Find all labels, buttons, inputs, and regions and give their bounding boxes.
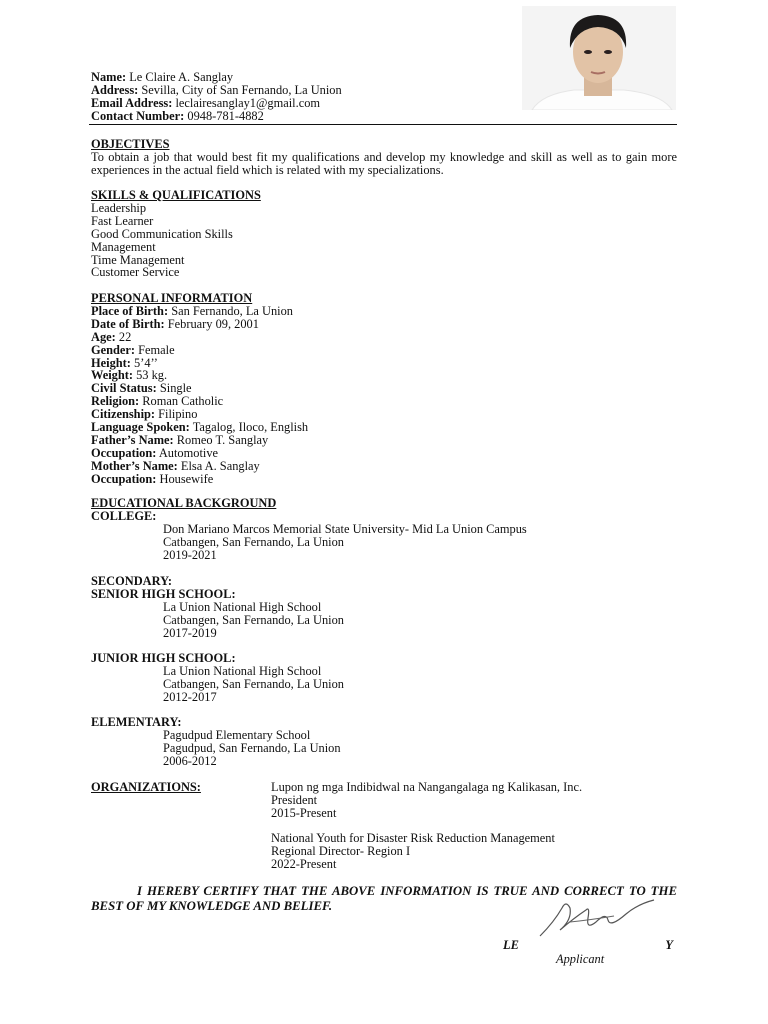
senior-years: 2017-2019 xyxy=(163,625,217,640)
personal-section xyxy=(91,292,677,486)
junior-label: JUNIOR HIGH SCHOOL: xyxy=(91,651,236,665)
resume-page: Name: Le Claire A. Sanglay Address: Sevilla, City of San Fernando, La Union Email Address: leclairesanglay1@gmail.com Contact Number: 0948-781-4882 OBJECTIVES To obtain a job that would best fit my qualifications and develop my knowledge and skill as well as to gain more experiences in the actual field which is related with my specializations. SKILLS & QUALIFICATIONS Leadership Fast Learner Good Communication Skills Management Time Management Customer Service PERSONAL INFORMATION Place of Birth: San Fernando, La Union Date of Birth: February 09, 2001 Age: 22 Gender: Female Height: 5’4’’ Weight: 53 kg. Civil Status: Single Religion: Roman Catholic Citizenship: Filipino Language Spoken: Tagalog, Iloco, English Father’s Name: Romeo T. Sanglay Occupation: Automotive Mother’s Name: Elsa A. Sanglay Occupation: Housewife EDUCATIONAL BACKGROUND COLLEGE: Don Mariano Marcos Memorial State University- Mid La Union Campus Catbangen, San Fernando, La Union 2019-2021 SECONDARY: SENIOR HIGH SCHOOL: La Union National High School Catbangen, San Fernando, La Union 2017-2019 JUNIOR HIGH SCHOOL: La Union National High School Catbangen, San Fernando, La Union 2012-2017 ELEMENTARY: Pagudpud Elementary School Pagudpud, San Fernando, La Union 2006-2012 ORGANIZATIONS: Lupon ng mga Indibidwal na Nangangalaga ng Kalikasan, Inc. President 2015-Present National Youth for Disaster Risk Reduction Management Regional Director- Region I 2022-Present I HEREBY CERTIFY THAT THE ABOVE INFORMATION IS TRUE AND CORRECT TO THE BEST OF MY KNOWLEDGE AND BELIEF. LE Y Applicant xyxy=(0,0,768,1024)
college-label: COLLEGE: xyxy=(91,508,157,523)
personal-field: Father’s Name: Romeo T. Sanglay xyxy=(91,432,269,447)
objectives-section xyxy=(91,138,677,177)
skill-item: Customer Service xyxy=(91,265,180,280)
organization-name: Lupon ng mga Indibidwal na Nangangalaga ng Kalikasan, Inc. xyxy=(271,780,583,794)
organization-item xyxy=(271,781,582,820)
applicant-caption: Applicant xyxy=(556,952,605,966)
personal-field: Religion: Roman Catholic xyxy=(91,394,224,409)
applicant-photo-icon xyxy=(522,6,676,110)
personal-field: Mother’s Name: Elsa A. Sanglay xyxy=(91,458,260,473)
skill-item: Leadership xyxy=(91,200,147,215)
applicant-photo xyxy=(522,6,676,110)
skill-item: Management xyxy=(91,239,156,254)
personal-field: Language Spoken: Tagalog, Iloco, English xyxy=(91,420,309,435)
college-years: 2019-2021 xyxy=(163,547,217,562)
elementary-section xyxy=(91,716,677,768)
organization-role: Regional Director- Region I xyxy=(271,843,411,858)
college-school: Don Mariano Marcos Memorial State University- Mid La Union Campus xyxy=(163,521,527,536)
skill-item: Fast Learner xyxy=(91,213,154,228)
contact-block xyxy=(91,71,342,123)
junior-section xyxy=(91,652,677,704)
senior-address: Catbangen, San Fernando, La Union xyxy=(163,612,345,627)
education-heading: EDUCATIONAL BACKGROUND xyxy=(91,496,277,510)
personal-field: Age: 22 xyxy=(91,329,132,344)
name-line: Name: Le Claire A. Sanglay xyxy=(91,70,234,84)
elementary-label: ELEMENTARY: xyxy=(91,715,182,729)
personal-field: Occupation: Automotive xyxy=(91,445,219,460)
junior-years: 2012-2017 xyxy=(163,689,217,704)
address-line: Address: Sevilla, City of San Fernando, La Union xyxy=(91,82,342,97)
college-address: Catbangen, San Fernando, La Union xyxy=(163,534,345,549)
personal-field: Weight: 53 kg. xyxy=(91,368,168,383)
personal-field: Gender: Female xyxy=(91,342,175,357)
objectives-heading: OBJECTIVES xyxy=(91,137,170,151)
personal-field: Occupation: Housewife xyxy=(91,471,214,486)
personal-field: Civil Status: Single xyxy=(91,381,192,396)
elementary-school: Pagudpud Elementary School xyxy=(163,727,311,742)
organization-years: 2015-Present xyxy=(271,805,337,820)
skill-item: Time Management xyxy=(91,252,185,267)
phone-line: Contact Number: 0948-781-4882 xyxy=(91,108,264,123)
email-line: Email Address: leclairesanglay1@gmail.com xyxy=(91,95,321,110)
certification-statement: I HEREBY CERTIFY THAT THE ABOVE INFORMATION IS TRUE AND CORRECT TO THE BEST OF MY KNOWLEDGE AND BELIEF. xyxy=(91,884,677,913)
junior-address: Catbangen, San Fernando, La Union xyxy=(163,676,345,691)
objectives-text: To obtain a job that would best fit my qualifications and develop my knowledge and skill as well as to gain more experiences in the actual field which is related with my specializations. xyxy=(91,149,677,177)
secondary-section xyxy=(91,575,677,640)
signature-icon xyxy=(530,896,660,944)
organization-years: 2022-Present xyxy=(271,856,337,871)
header-divider xyxy=(89,124,677,125)
organization-name: National Youth for Disaster Risk Reduction Management xyxy=(271,831,555,845)
elementary-address: Pagudpud, San Fernando, La Union xyxy=(163,740,341,755)
junior-school: La Union National High School xyxy=(163,663,322,678)
education-section xyxy=(91,497,677,562)
email-value[interactable]: leclairesanglay1@gmail.com xyxy=(175,95,321,110)
elementary-years: 2006-2012 xyxy=(163,753,217,768)
organization-role: President xyxy=(271,792,318,807)
applicant-name: Le Claire A. Sanglay xyxy=(129,70,234,84)
personal-field: Citizenship: Filipino xyxy=(91,407,198,422)
personal-heading: PERSONAL INFORMATION xyxy=(91,291,253,305)
organizations-heading: ORGANIZATIONS: xyxy=(91,780,201,794)
skills-section xyxy=(91,189,677,279)
senior-school: La Union National High School xyxy=(163,599,322,614)
personal-field: Place of Birth: San Fernando, La Union xyxy=(91,303,294,318)
senior-label: SENIOR HIGH SCHOOL: xyxy=(91,586,236,601)
skill-item: Good Communication Skills xyxy=(91,226,233,241)
address-value: Sevilla, City of San Fernando, La Union xyxy=(141,82,342,97)
skills-heading: SKILLS & QUALIFICATIONS xyxy=(91,188,261,202)
secondary-label: SECONDARY: xyxy=(91,574,173,588)
organization-item xyxy=(271,832,555,871)
personal-field: Height: 5’4’’ xyxy=(91,355,158,370)
phone-value: 0948-781-4882 xyxy=(187,108,264,123)
personal-field: Date of Birth: February 09, 2001 xyxy=(91,316,259,331)
